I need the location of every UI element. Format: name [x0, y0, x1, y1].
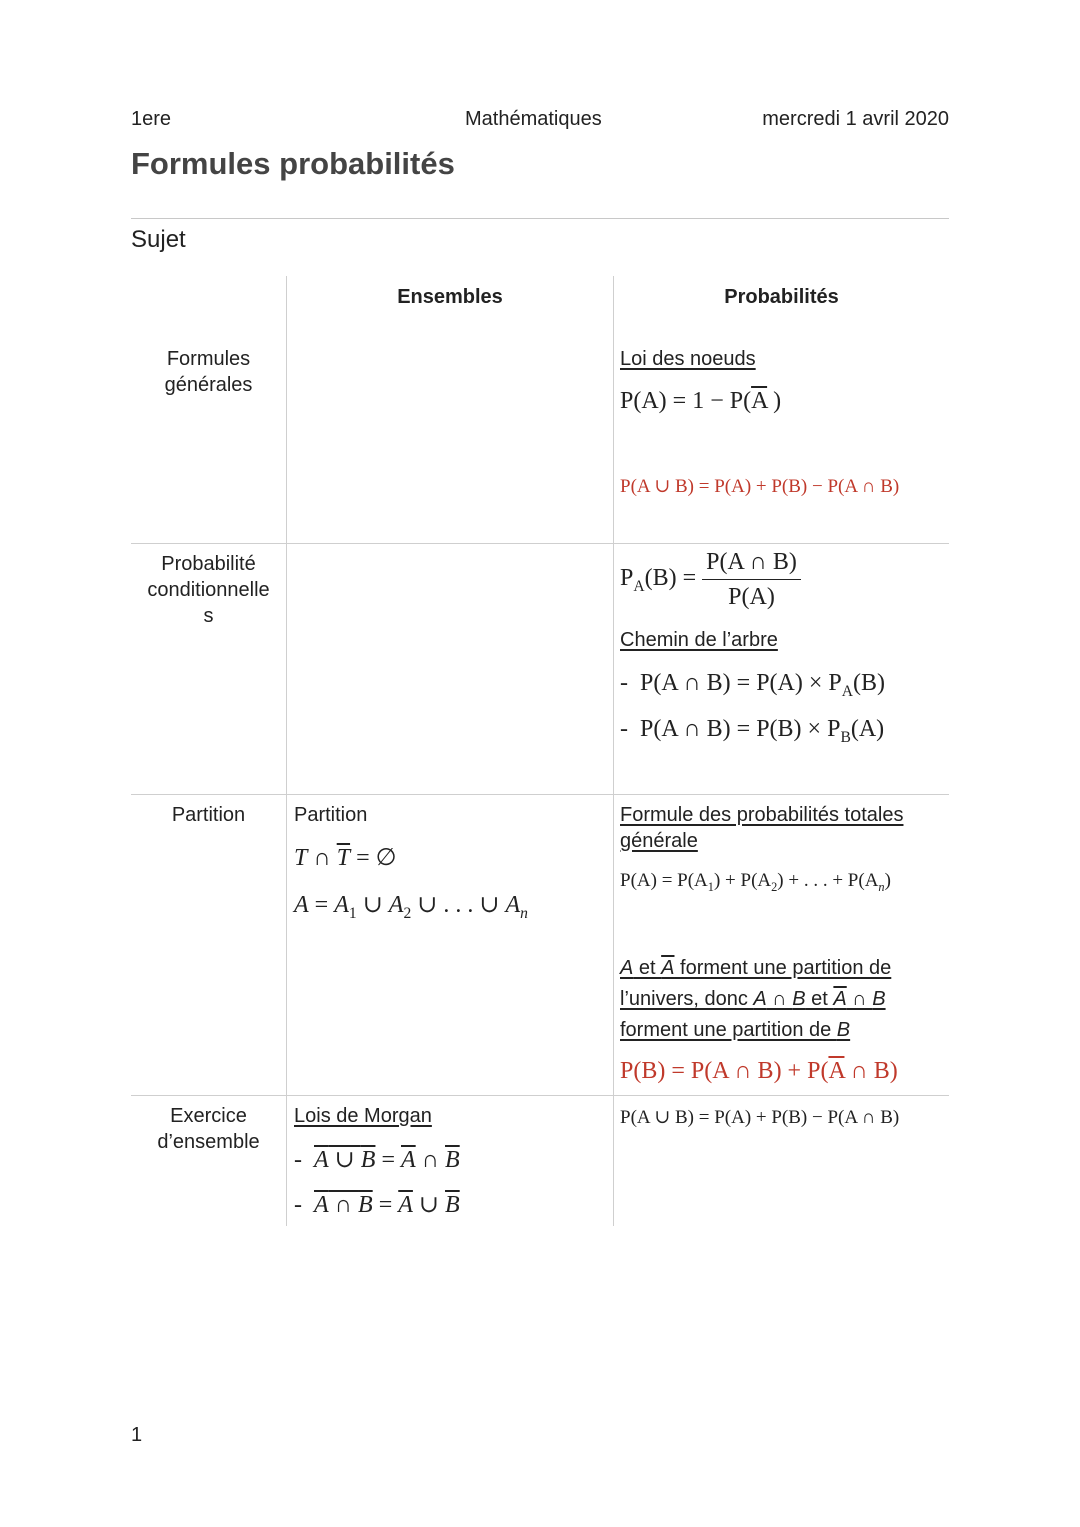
- formula-morgan-2: - A ∩ $B = \overline{A}$ ∪ $\overline{B}$: [294, 1192, 460, 1218]
- formula-morgan-1: - A ∪ $B = \overline{A}$ ∩ $\overline{B}$: [294, 1147, 460, 1173]
- heading-partition: Partition: [294, 804, 368, 826]
- row-label-conditionnelle: Probabilité conditionnelle s: [147, 553, 270, 627]
- formula-total-probability: $P(A) = P(A_1) + P(A_2)$ + . . . + $P(A_n)$: [620, 870, 891, 894]
- heading-probabilites-totales: Formule des probabilités totales générale: [620, 804, 904, 852]
- heading-chemin-arbre: Chemin de l’arbre: [620, 629, 778, 651]
- column-divider: [286, 276, 287, 1226]
- column-header-ensembles: Ensembles: [397, 286, 503, 308]
- page-number: 1: [131, 1424, 143, 1446]
- row-label-formules: Formules générales: [164, 348, 253, 396]
- column-divider: [613, 276, 614, 1226]
- column-header-probabilites: Probabilités: [724, 286, 839, 308]
- formula-total-probability-two: P(B) = P(A ∩ $B) + P(\overline{A}$ ∩ B): [620, 1058, 898, 1084]
- row-divider: [131, 543, 949, 544]
- row-divider: [131, 794, 949, 795]
- page-title: Formules probabilités: [131, 146, 455, 181]
- formula-conditional-definition: $P_A(B)$ = $\frac{P(A \cap B)}{P(A)}$: [620, 545, 801, 614]
- header-level: 1ere: [131, 108, 172, 130]
- heading-loi-des-noeuds: Loi des noeuds: [620, 348, 756, 370]
- title-divider: [131, 218, 949, 219]
- formula-union: P(A ∪ B) = P(A) + P(B) − P(A ∩ B): [620, 1107, 900, 1128]
- header-subject: Mathématiques: [465, 108, 602, 130]
- formula-tree-path-1: - P(A ∩ $B) = P(A) \times P_A(B)$: [620, 670, 886, 700]
- partition-remark: A et A forment une partition de l’univers, donc A ∩ B et A ∩ B forment une partition de B: [620, 957, 892, 1041]
- section-title: Sujet: [131, 226, 186, 253]
- heading-lois-de-morgan: Lois de Morgan: [294, 1105, 432, 1127]
- formula-tree-path-2: - P(A ∩ $B) = P(B) \times P_B(A)$: [620, 716, 885, 746]
- row-label-exercice: Exercice d’ensemble: [157, 1105, 260, 1153]
- formula-partition-union: $A = A_1$ ∪ $A_2$ ∪ . . . ∪ $A_n$: [294, 892, 528, 922]
- formula-partition-empty: T ∩ $\overline{T}$ = ∅: [294, 845, 397, 871]
- row-divider: [131, 1095, 949, 1096]
- formula-union-red: P(A ∪ B) = P(A) + P(B) − P(A ∩ B): [620, 476, 900, 497]
- row-label-partition: Partition: [171, 804, 246, 826]
- fraction: $\frac{P(A \cap B)}{P(A)}$: [702, 545, 801, 614]
- header-date: mercredi 1 avril 2020: [762, 108, 949, 130]
- formula-complement: $P(A) = 1 - P(\overline{A}$ ): [620, 388, 782, 414]
